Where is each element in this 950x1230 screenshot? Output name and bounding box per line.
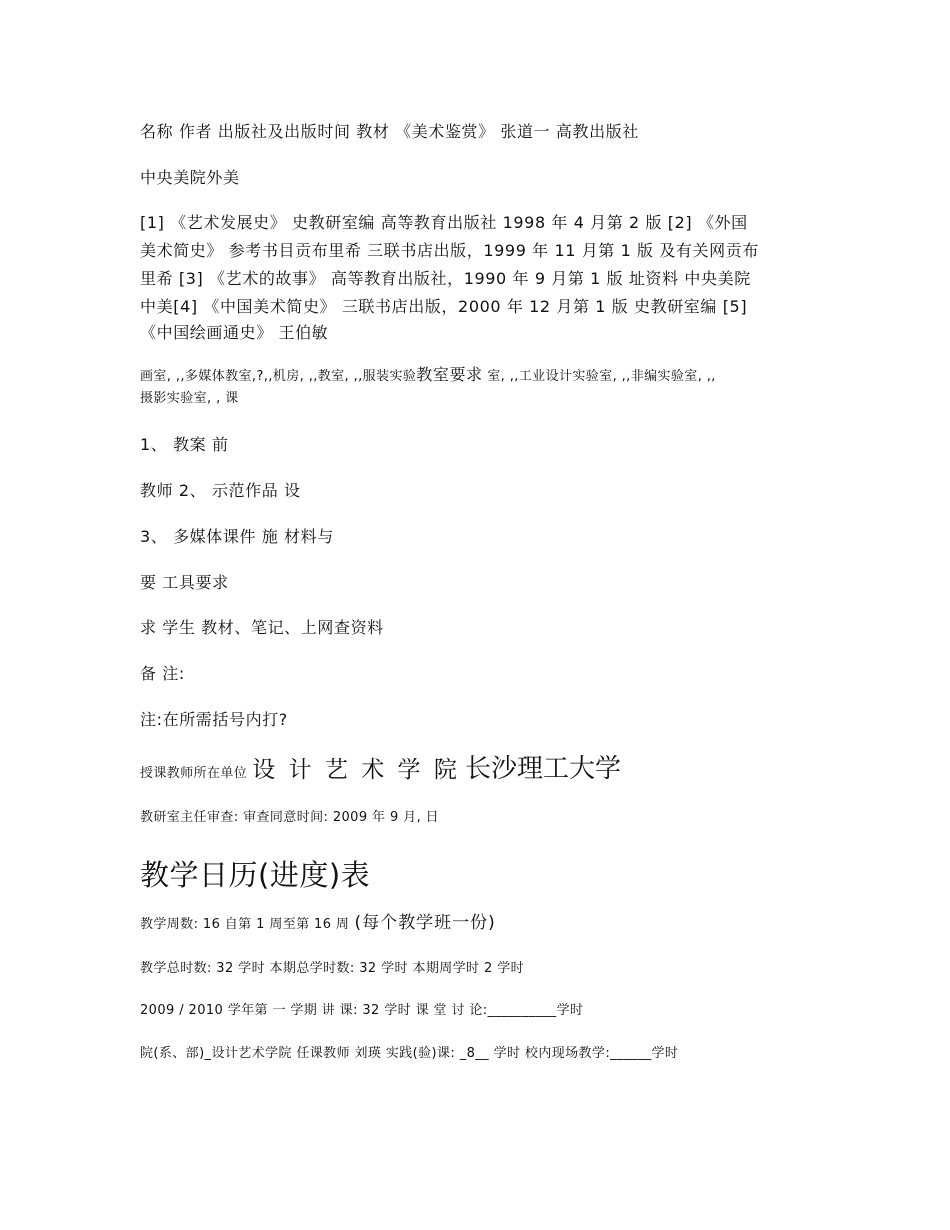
- review-line: 教研室主任审查: 审查同意时间: 2009 年 9 月, 日: [140, 810, 440, 825]
- prep-item-1: 1、 教案 前: [140, 435, 229, 454]
- classroom-list-a: 画室, ,,多媒体教室,?,,机房, ,,教室, ,,服装实验: [140, 369, 417, 384]
- textbook-publisher-line: 中央美院外美: [140, 168, 240, 187]
- prep-item-2: 教师 2、 示范作品 设: [140, 481, 301, 500]
- teaching-weeks-line: [140, 908, 496, 933]
- reference-line-1: [1] 《艺术发展史》 史教研室编 高等教育出版社 1998 年 4 月第 2 版 [2] 《外国: [140, 213, 748, 232]
- prep-item-4: 要 工具要求: [140, 573, 229, 592]
- remarks-note: 注:在所需括号内打?: [140, 710, 288, 729]
- reference-line-3: 里希 [3] 《艺术的故事》 高等教育出版社，1990 年 9 月第 1 版 址资料 中央美院: [140, 269, 751, 288]
- department-line: 院(系、部)_设计艺术学院 任课教师 刘瑛 实践(验)课: _8__ 学时 校内现场教学:______学时: [140, 1046, 679, 1061]
- teaching-weeks: 教学周数: 16 自第 1 周至第 16 周: [140, 917, 350, 932]
- reference-line-2: 美术简史》 参考书目贡布里希 三联书店出版，1999 年 11 月第 1 版 及有关网贡布: [140, 241, 759, 260]
- per-class-note: (每个教学班一份): [354, 913, 496, 933]
- term-line: 2009 / 2010 学年第 一 学期 讲 课: 32 学时 课 堂 讨 论:__________学时: [140, 1003, 584, 1018]
- total-hours-line: 教学总时数: 32 学时 本期总学时数: 32 学时 本期周学时 2 学时: [140, 961, 524, 976]
- reference-line-5: 《中国绘画通史》 王伯敏: [140, 323, 329, 342]
- teaching-unit-line: [140, 748, 621, 785]
- prep-item-3: 3、 多媒体课件 施 材料与: [140, 527, 334, 546]
- textbook-line: 名称 作者 出版社及出版时间 教材 《美术鉴赏》 张道一 高教出版社: [140, 122, 639, 141]
- classroom-requirement-label: 教室要求: [416, 365, 483, 384]
- teaching-unit-school: 长沙理工大学: [464, 754, 621, 784]
- page-title: 教学日历(进度)表: [140, 858, 371, 892]
- remarks-label: 备 注:: [140, 664, 185, 683]
- prep-item-5: 求 学生 教材、笔记、上网查资料: [140, 618, 384, 637]
- teaching-unit-label: 授课教师所在单位: [140, 766, 248, 781]
- classroom-requirement-line-2: 摄影实验室, , 课: [140, 391, 239, 406]
- teaching-unit-department: 设 计 艺 术 学 院: [252, 757, 460, 783]
- classroom-list-b: 室, ,,工业设计实验室, ,,非编实验室, ,,: [482, 369, 716, 384]
- reference-line-4: 中美[4] 《中国美术简史》 三联书店出版，2000 年 12 月第 1 版 史教研室编 [5]: [140, 297, 748, 316]
- classroom-requirement-line-1: [140, 362, 716, 385]
